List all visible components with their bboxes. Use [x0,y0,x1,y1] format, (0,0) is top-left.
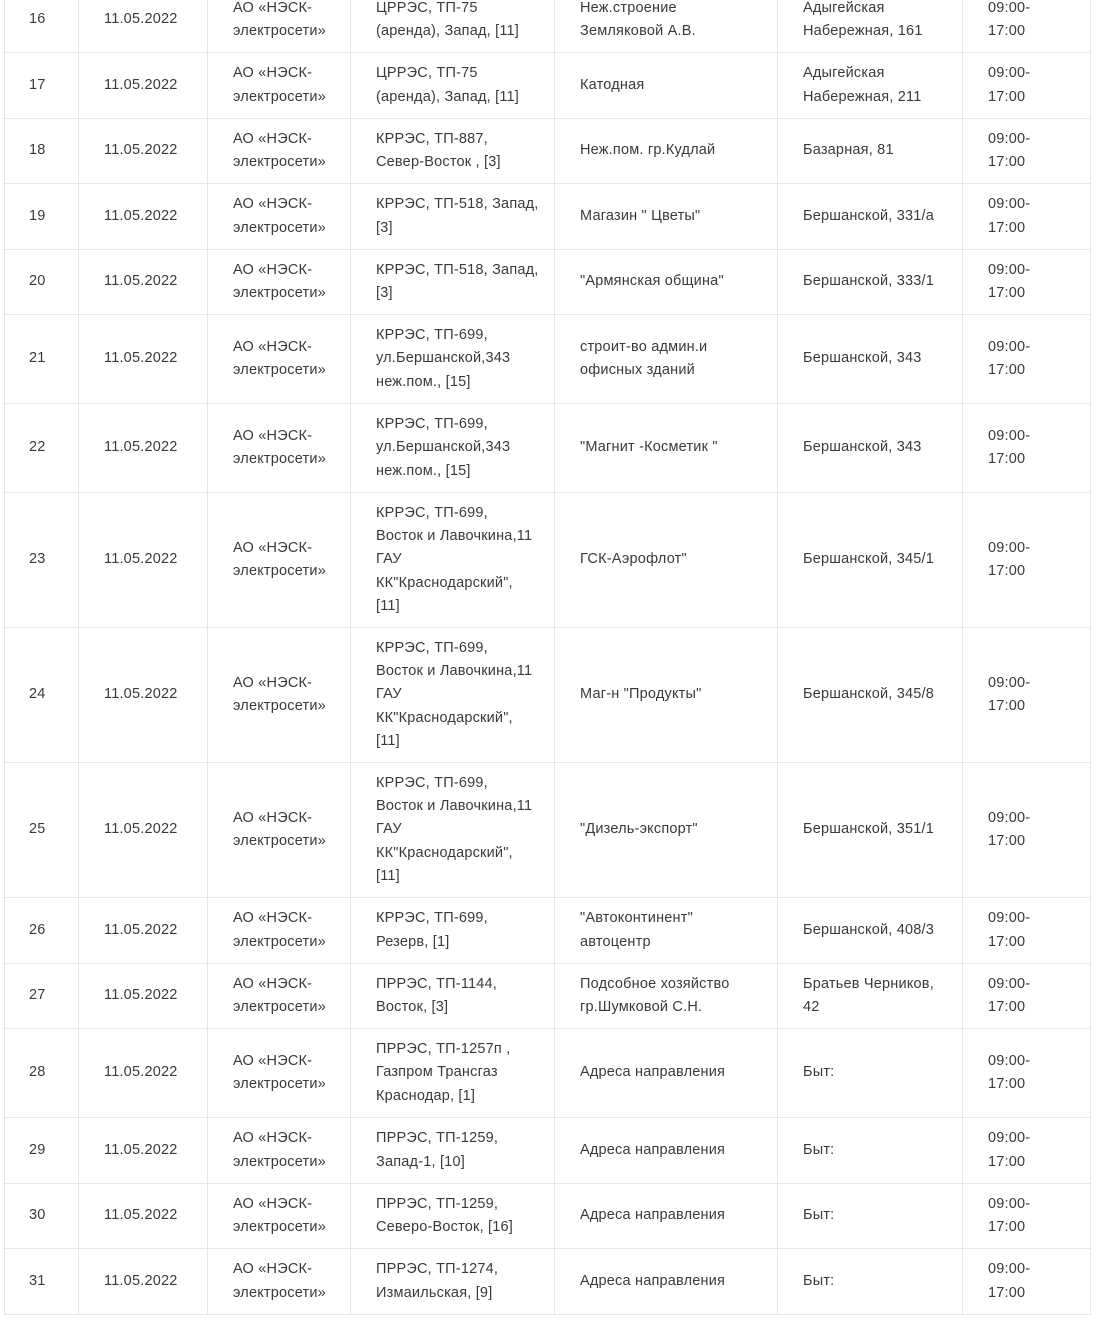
network-substation: КРРЭС, ТП-699, Восток и Лавочкина,11 ГАУ КК"Краснодарский", [11] [376,774,533,884]
organization-cell [208,1029,351,1118]
date-cell [79,1118,208,1184]
organization-cell [208,493,351,628]
organization-name: АО «НЭСК- электросети» [233,0,326,39]
outage-time: 09:00- 17:00 [988,1052,1031,1092]
row-number: 28 [29,1064,46,1081]
street-address: Быт: [803,1207,835,1224]
network-cell [351,628,555,763]
street-address: Базарная, 81 [803,142,894,159]
row-number-cell [5,1184,79,1249]
network-cell [351,315,555,404]
outage-time: 09:00- 17:00 [988,196,1031,236]
row-number: 30 [29,1207,46,1224]
network-substation: КРРЭС, ТП-887, Север-Восток , [3] [376,130,501,170]
network-substation: КРРЭС, ТП-699, ул.Бершанской,343 неж.пом., [15] [376,416,511,479]
object-cell [555,493,778,628]
organization-name: АО «НЭСК- электросети» [233,427,326,467]
table-row [5,1118,1091,1184]
street-address: Бершанской, 408/3 [803,921,935,938]
table-row [5,763,1091,898]
affected-object: Неж.строение Земляковой А.В. [580,0,696,39]
row-number: 26 [29,921,46,938]
object-cell [555,964,778,1029]
outage-time: 09:00- 17:00 [988,1130,1031,1170]
time-cell [963,53,1091,119]
network-cell [351,493,555,628]
address-cell [778,628,963,763]
street-address: Бершанской, 331/а [803,207,935,224]
outage-date: 11.05.2022 [104,921,178,938]
street-address: Братьев Черников, 42 [803,975,934,1015]
row-number: 20 [29,273,46,290]
network-substation: КРРЭС, ТП-518, Запад, [3] [376,261,539,301]
network-cell [351,53,555,119]
table-row [5,0,1091,53]
network-cell [351,0,555,53]
network-cell [351,250,555,315]
row-number-cell [5,404,79,493]
time-cell [963,1118,1091,1184]
time-cell [963,493,1091,628]
street-address: Быт: [803,1272,835,1289]
row-number-cell [5,763,79,898]
table-row [5,898,1091,964]
outage-time: 09:00- 17:00 [988,809,1031,849]
address-cell [778,1249,963,1315]
row-number: 23 [29,551,46,568]
time-cell [963,184,1091,250]
table-row [5,53,1091,119]
table-row [5,628,1091,763]
organization-cell [208,1118,351,1184]
table-row [5,1029,1091,1118]
street-address: Бершанской, 351/1 [803,821,935,838]
outage-time: 09:00- 17:00 [988,975,1031,1015]
organization-name: АО «НЭСК- электросети» [233,539,326,579]
time-cell [963,763,1091,898]
organization-cell [208,898,351,964]
outage-time: 09:00- 17:00 [988,539,1031,579]
outage-date: 11.05.2022 [104,76,178,93]
address-cell [778,315,963,404]
network-substation: ПРРЭС, ТП-1257п , Газпром Трансгаз Краснодар, [1] [376,1041,511,1104]
affected-object: Адреса направления [580,1141,726,1158]
network-cell [351,1249,555,1315]
date-cell [79,119,208,184]
organization-name: АО «НЭСК- электросети» [233,910,326,950]
street-address: Бершанской, 343 [803,439,922,456]
time-cell [963,250,1091,315]
outage-table [4,0,1091,1315]
outage-time: 09:00- 17:00 [988,261,1031,301]
time-cell [963,1184,1091,1249]
network-substation: ПРРЭС, ТП-1259, Запад-1, [10] [376,1130,499,1170]
outage-time: 09:00- 17:00 [988,338,1031,378]
date-cell [79,404,208,493]
row-number: 24 [29,686,46,703]
row-number: 16 [29,11,46,28]
organization-cell [208,1184,351,1249]
network-cell [351,763,555,898]
time-cell [963,964,1091,1029]
network-substation: КРРЭС, ТП-699, ул.Бершанской,343 неж.пом., [15] [376,327,511,390]
outage-time: 09:00- 17:00 [988,674,1031,714]
network-substation: КРРЭС, ТП-518, Запад, [3] [376,196,539,236]
address-cell [778,763,963,898]
outage-table-container [4,0,1090,1315]
organization-name: АО «НЭСК- электросети» [233,975,326,1015]
address-cell [778,184,963,250]
row-number: 21 [29,350,46,367]
outage-date: 11.05.2022 [104,987,178,1004]
network-substation: КРРЭС, ТП-699, Восток и Лавочкина,11 ГАУ КК"Краснодарский", [11] [376,504,533,614]
network-cell [351,964,555,1029]
date-cell [79,1249,208,1315]
time-cell [963,898,1091,964]
outage-date: 11.05.2022 [104,686,178,703]
address-cell [778,404,963,493]
address-cell [778,1029,963,1118]
network-substation: ЦРРЭС, ТП-75 (аренда), Запад, [11] [376,0,520,39]
outage-table-body [5,0,1091,1315]
organization-cell [208,1249,351,1315]
affected-object: Магазин " Цветы" [580,207,701,224]
outage-date: 11.05.2022 [104,821,178,838]
table-row [5,1249,1091,1315]
date-cell [79,315,208,404]
object-cell [555,250,778,315]
row-number-cell [5,250,79,315]
object-cell [555,315,778,404]
time-cell [963,1029,1091,1118]
date-cell [79,0,208,53]
object-cell [555,628,778,763]
row-number-cell [5,964,79,1029]
address-cell [778,119,963,184]
row-number: 22 [29,439,46,456]
row-number-cell [5,0,79,53]
date-cell [79,250,208,315]
row-number-cell [5,493,79,628]
time-cell [963,1249,1091,1315]
object-cell [555,1118,778,1184]
outage-time: 09:00- 17:00 [988,1261,1031,1301]
date-cell [79,1029,208,1118]
address-cell [778,1118,963,1184]
affected-object: Катодная [580,76,645,93]
time-cell [963,628,1091,763]
row-number: 29 [29,1141,46,1158]
affected-object: "Автоконтинент" автоцентр [580,910,693,950]
organization-name: АО «НЭСК- электросети» [233,1130,326,1170]
date-cell [79,898,208,964]
time-cell [963,404,1091,493]
table-row [5,315,1091,404]
organization-name: АО «НЭСК- электросети» [233,674,326,714]
outage-date: 11.05.2022 [104,207,178,224]
outage-date: 11.05.2022 [104,1141,178,1158]
table-row [5,404,1091,493]
row-number-cell [5,898,79,964]
organization-cell [208,404,351,493]
outage-date: 11.05.2022 [104,350,178,367]
network-cell [351,898,555,964]
street-address: Быт: [803,1141,835,1158]
street-address: Бершанской, 333/1 [803,273,935,290]
affected-object: Неж.пом. гр.Кудлай [580,142,716,159]
organization-cell [208,964,351,1029]
object-cell [555,404,778,493]
affected-object: Адреса направления [580,1207,726,1224]
object-cell [555,898,778,964]
network-cell [351,1184,555,1249]
network-cell [351,119,555,184]
organization-name: АО «НЭСК- электросети» [233,130,326,170]
organization-name: АО «НЭСК- электросети» [233,809,326,849]
organization-name: АО «НЭСК- электросети» [233,338,326,378]
row-number: 18 [29,142,46,159]
outage-time: 09:00- 17:00 [988,910,1031,950]
affected-object: "Магнит -Косметик " [580,439,718,456]
outage-date: 11.05.2022 [104,11,178,28]
outage-time: 09:00- 17:00 [988,0,1031,39]
date-cell [79,628,208,763]
address-cell [778,53,963,119]
organization-cell [208,184,351,250]
organization-cell [208,628,351,763]
row-number-cell [5,315,79,404]
organization-name: АО «НЭСК- электросети» [233,1261,326,1301]
address-cell [778,898,963,964]
organization-cell [208,53,351,119]
row-number-cell [5,1249,79,1315]
row-number: 27 [29,987,46,1004]
network-substation: КРРЭС, ТП-699, Восток и Лавочкина,11 ГАУ КК"Краснодарский", [11] [376,639,533,749]
table-row [5,964,1091,1029]
organization-cell [208,315,351,404]
table-row [5,1184,1091,1249]
outage-date: 11.05.2022 [104,551,178,568]
network-cell [351,1118,555,1184]
object-cell [555,763,778,898]
street-address: Адыгейская Набережная, 161 [803,0,923,39]
address-cell [778,0,963,53]
street-address: Быт: [803,1064,835,1081]
object-cell [555,1249,778,1315]
network-substation: ЦРРЭС, ТП-75 (аренда), Запад, [11] [376,65,520,105]
organization-cell [208,0,351,53]
date-cell [79,493,208,628]
network-cell [351,1029,555,1118]
row-number-cell [5,119,79,184]
table-row [5,119,1091,184]
date-cell [79,184,208,250]
address-cell [778,964,963,1029]
outage-date: 11.05.2022 [104,273,178,290]
table-row [5,184,1091,250]
object-cell [555,119,778,184]
row-number: 17 [29,76,46,93]
street-address: Бершанской, 343 [803,350,922,367]
affected-object: "Армянская община" [580,273,724,290]
outage-date: 11.05.2022 [104,1272,178,1289]
object-cell [555,1029,778,1118]
date-cell [79,1184,208,1249]
outage-time: 09:00- 17:00 [988,1195,1031,1235]
organization-name: АО «НЭСК- электросети» [233,1195,326,1235]
row-number: 19 [29,207,46,224]
affected-object: строит-во админ.и офисных зданий [580,338,708,378]
outage-time: 09:00- 17:00 [988,130,1031,170]
row-number-cell [5,628,79,763]
row-number-cell [5,53,79,119]
organization-name: АО «НЭСК- электросети» [233,196,326,236]
row-number: 25 [29,821,46,838]
row-number: 31 [29,1272,46,1289]
network-cell [351,404,555,493]
organization-cell [208,250,351,315]
date-cell [79,763,208,898]
network-substation: ПРРЭС, ТП-1274, Измаильская, [9] [376,1261,499,1301]
organization-cell [208,119,351,184]
outage-time: 09:00- 17:00 [988,427,1031,467]
network-substation: КРРЭС, ТП-699, Резерв, [1] [376,910,488,950]
object-cell [555,0,778,53]
time-cell [963,119,1091,184]
outage-date: 11.05.2022 [104,439,178,456]
street-address: Адыгейская Набережная, 211 [803,65,922,105]
outage-time: 09:00- 17:00 [988,65,1031,105]
outage-date: 11.05.2022 [104,1207,178,1224]
affected-object: "Дизель-экспорт" [580,821,698,838]
table-row [5,250,1091,315]
affected-object: ГСК-Аэрофлот" [580,551,687,568]
time-cell [963,0,1091,53]
object-cell [555,53,778,119]
date-cell [79,53,208,119]
address-cell [778,250,963,315]
address-cell [778,1184,963,1249]
time-cell [963,315,1091,404]
address-cell [778,493,963,628]
row-number-cell [5,1029,79,1118]
network-cell [351,184,555,250]
row-number-cell [5,1118,79,1184]
network-substation: ПРРЭС, ТП-1144, Восток, [3] [376,975,498,1015]
affected-object: Подсобное хозяйство гр.Шумковой С.Н. [580,975,730,1015]
street-address: Бершанской, 345/8 [803,686,935,703]
outage-date: 11.05.2022 [104,1064,178,1081]
table-row [5,493,1091,628]
date-cell [79,964,208,1029]
organization-name: АО «НЭСК- электросети» [233,261,326,301]
object-cell [555,1184,778,1249]
network-substation: ПРРЭС, ТП-1259, Северо-Восток, [16] [376,1195,514,1235]
affected-object: Адреса направления [580,1272,726,1289]
affected-object: Адреса направления [580,1064,726,1081]
organization-name: АО «НЭСК- электросети» [233,1052,326,1092]
organization-cell [208,763,351,898]
row-number-cell [5,184,79,250]
outage-date: 11.05.2022 [104,142,178,159]
affected-object: Маг-н "Продукты" [580,686,702,703]
object-cell [555,184,778,250]
street-address: Бершанской, 345/1 [803,551,935,568]
organization-name: АО «НЭСК- электросети» [233,65,326,105]
